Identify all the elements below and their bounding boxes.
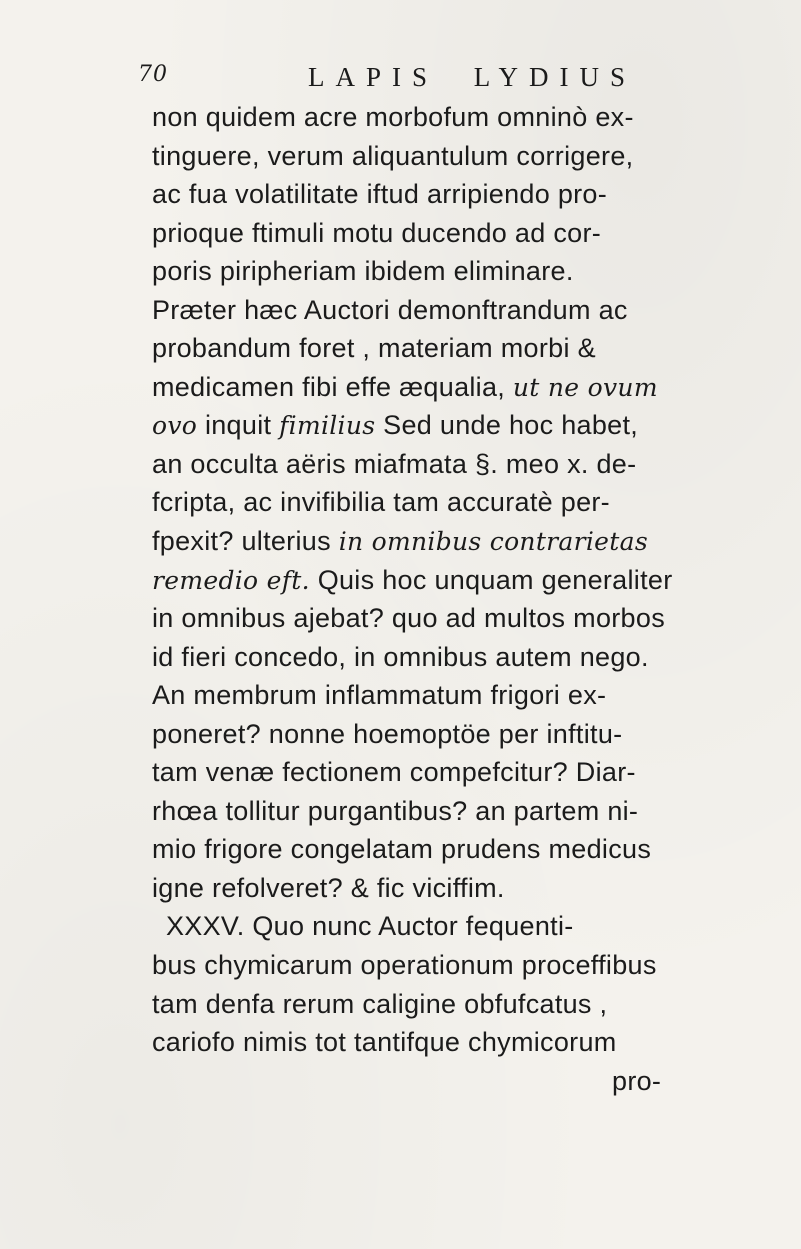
text-run: tam venæ fectionem compefcitur? Diar- (152, 757, 636, 788)
running-title: LAPIS LYDIUS (308, 62, 637, 92)
text-line (152, 599, 792, 638)
text-line (152, 830, 792, 869)
text-line (152, 869, 792, 908)
page-header (138, 62, 698, 94)
text-line (152, 445, 792, 484)
text-run: prioque ftimuli motu ducendo ad cor- (152, 217, 602, 248)
text-run: tam denfa rerum caligine obfufcatus , (152, 988, 608, 1019)
text-run: igne refolveret? & fic viciffim. (152, 872, 505, 903)
text-line (152, 638, 792, 677)
text-line (152, 946, 792, 985)
text-run: in omnibus ajebat? quo ad multos morbos (152, 603, 665, 634)
text-run: Sed unde hoc habet, (375, 410, 639, 441)
italic-text: ut ne ovum (512, 372, 658, 402)
text-run: XXXV. Quo nunc Auctor fequenti- (166, 911, 574, 942)
text-run: fcripta, ac invifibilia tam accuratè per- (152, 487, 610, 518)
text-run: inquit (197, 410, 280, 441)
italic-text: in omnibus contrarietas (338, 527, 648, 557)
text-run: cariofo nimis tot tantifque chymicorum (152, 1027, 617, 1058)
italic-text: ovo (152, 411, 198, 441)
text-run: fpexit? ulterius (152, 526, 339, 557)
text-line (152, 792, 792, 831)
text-line (152, 137, 792, 176)
text-line (152, 368, 792, 407)
text-run: An membrum inflammatum frigori ex- (152, 680, 607, 711)
text-run: Præter hæc Auctori demonftrandum ac (152, 294, 628, 325)
text-run: poneret? nonne hoemoptöe per inftitu- (152, 718, 623, 749)
body-text (152, 98, 792, 1100)
text-run: tinguere, verum aliquantulum corrigere, (152, 140, 634, 171)
text-line (152, 1023, 792, 1062)
italic-text: fimilius (279, 411, 376, 441)
text-line (152, 753, 792, 792)
text-line (152, 561, 792, 600)
text-line (152, 985, 792, 1024)
text-line (152, 715, 792, 754)
text-run: poris piripheriam ibidem eliminare. (152, 256, 574, 287)
page-number: 70 (138, 62, 168, 87)
text-run: ac fua volatilitate iftud arripiendo pro- (152, 179, 608, 210)
text-line (152, 175, 792, 214)
text-run: rhœa tollitur purgantibus? an partem ni- (152, 795, 639, 826)
text-line (152, 676, 792, 715)
text-run: medicamen fibi effe æqualia, (152, 371, 513, 402)
italic-text: remedio eft. (152, 565, 310, 595)
text-line (152, 98, 792, 137)
text-line (152, 291, 792, 330)
text-line (152, 483, 792, 522)
text-run: probandum foret , materiam morbi & (152, 333, 596, 364)
text-run: id fieri concedo, in omnibus autem nego. (152, 641, 649, 672)
text-run: mio frigore congelatam prudens medicus (152, 834, 652, 865)
text-line (152, 522, 792, 561)
text-line (152, 907, 792, 946)
catchword: pro- (612, 1065, 662, 1096)
text-line (152, 252, 792, 291)
text-run: bus chymicarum operationum proceffibus (152, 950, 657, 981)
text-run: non quidem acre morbofum omninò ex- (152, 102, 634, 132)
text-line (152, 406, 792, 445)
text-line (152, 329, 792, 368)
text-run: Quis hoc unquam generaliter (309, 564, 673, 595)
text-line (152, 214, 792, 253)
text-run: an occulta aëris miafmata §. meo x. de- (152, 448, 637, 479)
